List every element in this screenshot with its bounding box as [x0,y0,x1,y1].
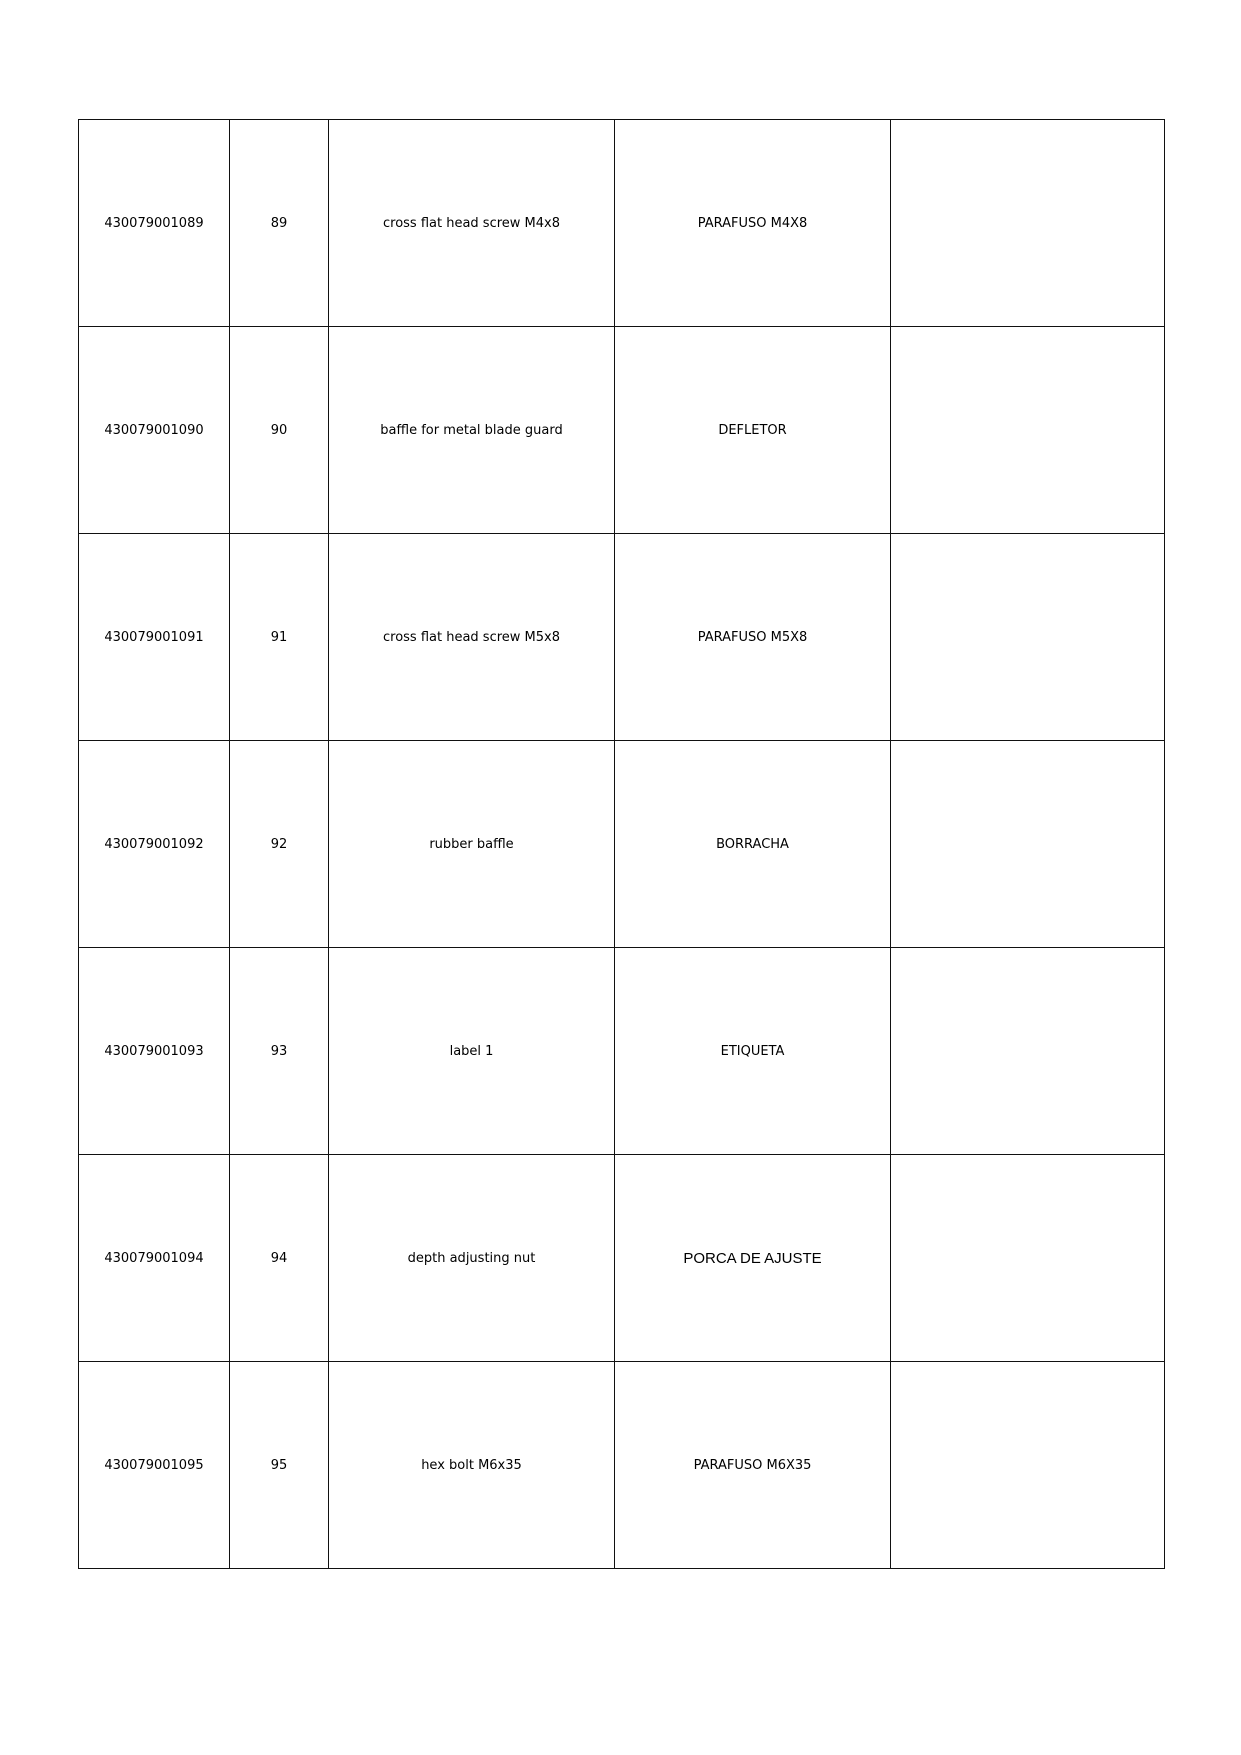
part-code-cell: 430079001095 [79,1362,230,1569]
notes-cell [891,741,1165,948]
item-number-cell: 95 [230,1362,329,1569]
item-number-cell: 90 [230,327,329,534]
part-code-cell: 430079001089 [79,120,230,327]
item-number-cell: 91 [230,534,329,741]
table-row [79,741,1165,948]
description-en-cell: depth adjusting nut [329,1155,615,1362]
item-number-cell: 93 [230,948,329,1155]
notes-cell [891,1155,1165,1362]
table-row [79,948,1165,1155]
description-pt-cell: PARAFUSO M5X8 [615,534,891,741]
description-pt-cell: DEFLETOR [615,327,891,534]
description-pt-cell: PORCA DE AJUSTE [615,1155,891,1362]
part-code-cell: 430079001092 [79,741,230,948]
description-en-cell: cross flat head screw M5x8 [329,534,615,741]
description-en-cell: label 1 [329,948,615,1155]
description-en-cell: hex bolt M6x35 [329,1362,615,1569]
description-pt-cell: BORRACHA [615,741,891,948]
notes-cell [891,120,1165,327]
description-en-cell: rubber baffle [329,741,615,948]
description-en-cell: baffle for metal blade guard [329,327,615,534]
notes-cell [891,534,1165,741]
notes-cell [891,948,1165,1155]
table-row [79,534,1165,741]
description-pt-cell: PARAFUSO M4X8 [615,120,891,327]
table-row [79,327,1165,534]
notes-cell [891,327,1165,534]
part-code-cell: 430079001091 [79,534,230,741]
description-pt-cell: ETIQUETA [615,948,891,1155]
part-code-cell: 430079001094 [79,1155,230,1362]
item-number-cell: 89 [230,120,329,327]
part-code-cell: 430079001093 [79,948,230,1155]
description-pt-cell: PARAFUSO M6X35 [615,1362,891,1569]
item-number-cell: 94 [230,1155,329,1362]
description-en-cell: cross flat head screw M4x8 [329,120,615,327]
item-number-cell: 92 [230,741,329,948]
notes-cell [891,1362,1165,1569]
parts-table [78,119,1165,1569]
part-code-cell: 430079001090 [79,327,230,534]
table-row [79,1362,1165,1569]
table-row [79,120,1165,327]
table-row [79,1155,1165,1362]
